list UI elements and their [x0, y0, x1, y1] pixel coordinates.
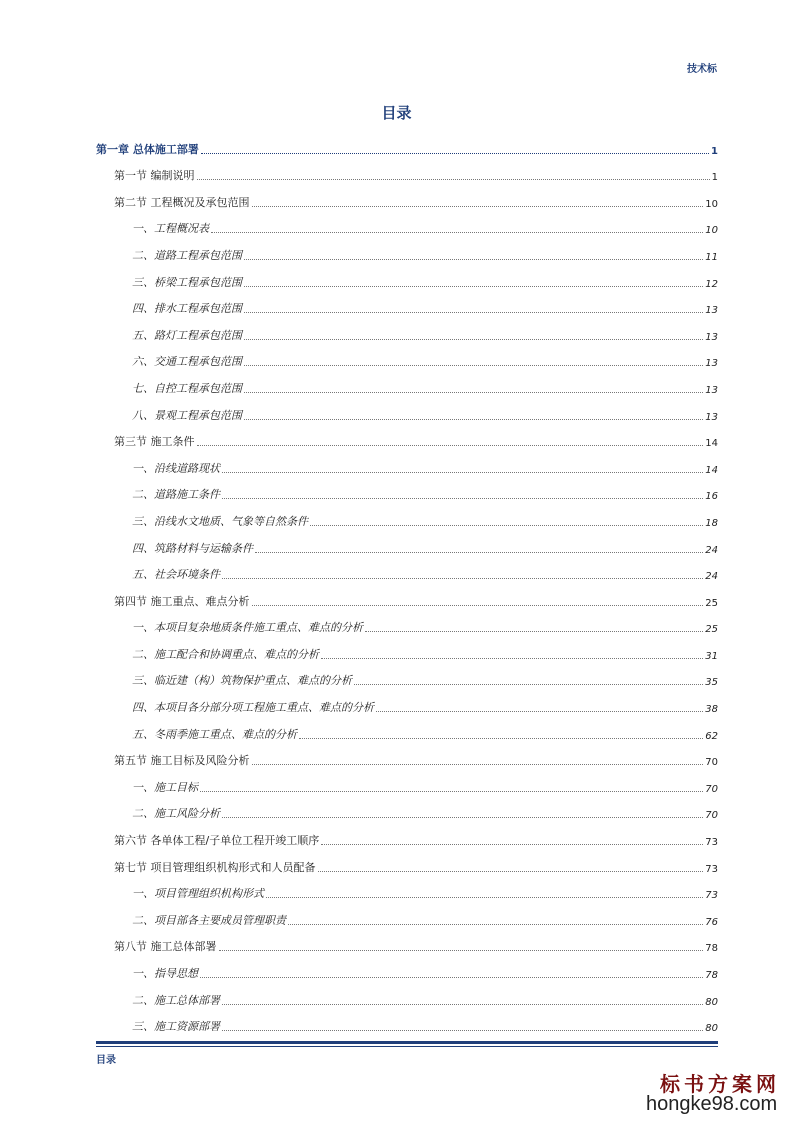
toc-entry-page: 80	[705, 1023, 718, 1035]
toc-entry-label: 第一节 编制说明	[114, 169, 195, 183]
toc-entry-label: 八、景观工程承包范围	[132, 408, 242, 422]
toc-leader-dots	[252, 605, 704, 606]
toc-entry-page: 24	[705, 571, 718, 583]
toc-entry-label: 第六节 各单体工程/子单位工程开竣工顺序	[114, 834, 320, 848]
header-label: 技术标	[687, 64, 717, 75]
toc-leader-dots	[222, 817, 703, 818]
toc-entry[interactable]	[96, 609, 718, 636]
toc-entry[interactable]	[96, 928, 718, 955]
toc-entry-label: 第二节 工程概况及承包范围	[114, 195, 250, 209]
toc-leader-dots	[211, 232, 703, 233]
toc-entry-page: 35	[705, 677, 718, 689]
toc-entry-page: 14	[705, 464, 718, 476]
toc-leader-dots	[201, 153, 709, 154]
toc-entry-label: 第四节 施工重点、难点分析	[114, 594, 250, 608]
toc-entry-page: 80	[705, 996, 718, 1008]
toc-entry-label: 四、排水工程承包范围	[132, 302, 242, 316]
toc-entry-page: 70	[705, 757, 718, 769]
toc-entry-label: 第三节 施工条件	[114, 435, 195, 449]
toc-leader-dots	[244, 312, 703, 313]
toc-leader-dots	[197, 179, 710, 180]
toc-entry-page: 76	[705, 916, 718, 928]
toc-entry[interactable]	[96, 343, 718, 370]
toc-leader-dots	[310, 525, 703, 526]
toc-entry[interactable]	[96, 529, 718, 556]
toc-entry-label: 一、项目管理组织机构形式	[132, 887, 264, 901]
toc-entry-label: 四、筑路材料与运输条件	[132, 541, 253, 555]
toc-leader-dots	[288, 924, 703, 925]
toc-entry-page: 13	[705, 384, 718, 396]
toc-entry-label: 五、冬雨季施工重点、难点的分析	[132, 727, 297, 741]
toc-title: 目录	[381, 104, 412, 122]
toc-entry-label: 二、施工风险分析	[132, 807, 220, 821]
watermark-url: hongke98.com	[646, 1093, 778, 1115]
toc-entry-label: 四、本项目各分部分项工程施工重点、难点的分析	[132, 701, 374, 715]
toc-entry[interactable]	[96, 449, 718, 476]
toc-leader-dots	[244, 259, 703, 260]
toc-entry[interactable]	[96, 157, 718, 184]
toc-entry-page: 16	[705, 491, 718, 503]
toc-entry-label: 六、交通工程承包范围	[132, 355, 242, 369]
toc-entry[interactable]	[96, 635, 718, 662]
toc-leader-dots	[318, 871, 704, 872]
toc-entry-label: 三、沿线水文地质、气象等自然条件	[132, 514, 308, 528]
toc-entry-page: 10	[705, 225, 718, 237]
toc-entry-page: 13	[705, 411, 718, 423]
toc-entry-page: 25	[705, 597, 718, 609]
toc-entry[interactable]	[96, 662, 718, 689]
toc-leader-dots	[299, 738, 703, 739]
toc-entry[interactable]	[96, 263, 718, 290]
toc-entry-page: 14	[705, 438, 718, 450]
toc-entry-label: 一、指导思想	[132, 967, 198, 980]
toc-entry-page: 70	[705, 783, 718, 795]
toc-leader-dots	[222, 1004, 703, 1005]
toc-entry[interactable]	[96, 236, 718, 263]
toc-leader-dots	[321, 658, 703, 659]
toc-entry[interactable]	[96, 582, 718, 609]
toc-entry[interactable]	[96, 556, 718, 583]
toc-entry-label: 三、临近建（构）筑物保护重点、难点的分析	[132, 674, 352, 688]
toc-entry-page: 25	[705, 624, 718, 636]
toc-entry-label: 二、道路工程承包范围	[132, 248, 242, 262]
toc-entry-page: 18	[705, 517, 718, 529]
footer-rule-thin	[96, 1046, 718, 1047]
toc-entry-page: 10	[705, 198, 718, 210]
toc-leader-dots	[244, 339, 703, 340]
toc-entry-page: 78	[705, 970, 718, 981]
toc-entry-page: 12	[705, 278, 718, 290]
toc-entry-page: 11	[705, 251, 718, 263]
toc-entry[interactable]	[96, 981, 718, 1008]
toc-leader-dots	[244, 392, 703, 393]
toc-entry[interactable]	[96, 821, 718, 848]
toc-leader-dots	[255, 552, 703, 553]
toc-entry-label: 二、施工总体部署	[132, 993, 220, 1007]
toc-entry-label: 二、施工配合和协调重点、难点的分析	[132, 647, 319, 661]
toc-entry-label: 五、路灯工程承包范围	[132, 328, 242, 342]
toc-entry-page: 24	[705, 544, 718, 556]
toc-entry[interactable]	[96, 715, 718, 742]
toc-entry[interactable]	[96, 502, 718, 529]
toc-entry[interactable]	[96, 688, 718, 715]
toc-entry-label: 二、道路施工条件	[132, 488, 220, 502]
toc-entry[interactable]	[96, 210, 718, 237]
toc-entry-label: 三、桥梁工程承包范围	[132, 275, 242, 289]
toc-entry[interactable]	[96, 848, 718, 875]
toc-leader-dots	[252, 764, 704, 765]
toc-leader-dots	[219, 950, 704, 951]
toc-entry-page: 13	[705, 358, 718, 370]
toc-leader-dots	[197, 445, 704, 446]
toc-entry[interactable]	[96, 901, 718, 928]
toc-entry-page: 73	[705, 863, 718, 875]
toc-leader-dots	[222, 1030, 703, 1031]
toc-entry-label: 三、施工资源部署	[132, 1020, 220, 1034]
toc-leader-dots	[244, 365, 703, 366]
toc-entry-page: 13	[705, 305, 718, 317]
toc-entry-page: 31	[705, 650, 718, 662]
toc-entry-page: 1	[711, 172, 718, 184]
toc-leader-dots	[222, 578, 703, 579]
toc-entry-label: 一、沿线道路现状	[132, 461, 220, 475]
toc-entry-label: 七、自控工程承包范围	[132, 381, 242, 395]
toc-entry[interactable]	[96, 795, 718, 822]
toc-entry-label: 第七节 项目管理组织机构形式和人员配备	[114, 860, 316, 874]
toc-entry-page: 38	[705, 704, 718, 716]
toc-leader-dots	[222, 472, 703, 473]
toc-leader-dots	[200, 977, 703, 978]
toc-entry-page: 73	[705, 837, 718, 849]
toc-leader-dots	[244, 419, 703, 420]
toc-entry[interactable]	[96, 875, 718, 902]
footer-rule	[96, 1041, 718, 1044]
toc-leader-dots	[354, 684, 703, 685]
toc-entry-page: 78	[705, 943, 718, 955]
toc-entry[interactable]	[96, 130, 718, 157]
toc-leader-dots	[222, 498, 703, 499]
footer-label: 目录	[96, 1055, 116, 1066]
toc-entry-label: 二、项目部各主要成员管理职责	[132, 913, 286, 927]
toc-entry-label: 第五节 施工目标及风险分析	[114, 754, 250, 768]
toc-entry-label: 第八节 施工总体部署	[114, 940, 217, 954]
toc-entry[interactable]	[96, 768, 718, 795]
toc-entry[interactable]	[96, 396, 718, 423]
toc-entry-label: 一、工程概况表	[132, 222, 209, 236]
toc-leader-dots	[376, 711, 703, 712]
toc-leader-dots	[321, 844, 703, 845]
toc-entry[interactable]	[96, 476, 718, 503]
toc-entry-page: 73	[705, 890, 718, 902]
toc-entry-label: 一、施工目标	[132, 780, 198, 794]
toc-entry-page: 62	[705, 730, 718, 742]
toc-entry[interactable]	[96, 290, 718, 317]
toc-entry[interactable]	[96, 316, 718, 343]
toc-entry[interactable]	[96, 369, 718, 396]
toc-entry-label: 一、本项目复杂地质条件施工重点、难点的分析	[132, 621, 363, 635]
toc-leader-dots	[252, 206, 704, 207]
toc-entry-label: 第一章 总体施工部署	[96, 142, 199, 156]
toc-entry-page: 13	[705, 331, 718, 343]
toc-entry-label: 五、社会环境条件	[132, 568, 220, 582]
toc-leader-dots	[266, 897, 703, 898]
toc-entry[interactable]	[96, 954, 718, 981]
toc-leader-dots	[365, 631, 703, 632]
toc-entry[interactable]	[96, 423, 718, 450]
toc-entry-page: 1	[711, 145, 718, 157]
toc-entry[interactable]	[96, 183, 718, 210]
toc-entry-page: 70	[705, 810, 718, 822]
toc-leader-dots	[244, 286, 703, 287]
watermark-logo-text: 标书方案网	[660, 1072, 780, 1096]
toc-leader-dots	[200, 791, 703, 792]
toc-entry[interactable]	[96, 742, 718, 769]
table-of-contents	[96, 130, 718, 1034]
toc-entry[interactable]	[96, 1008, 718, 1035]
